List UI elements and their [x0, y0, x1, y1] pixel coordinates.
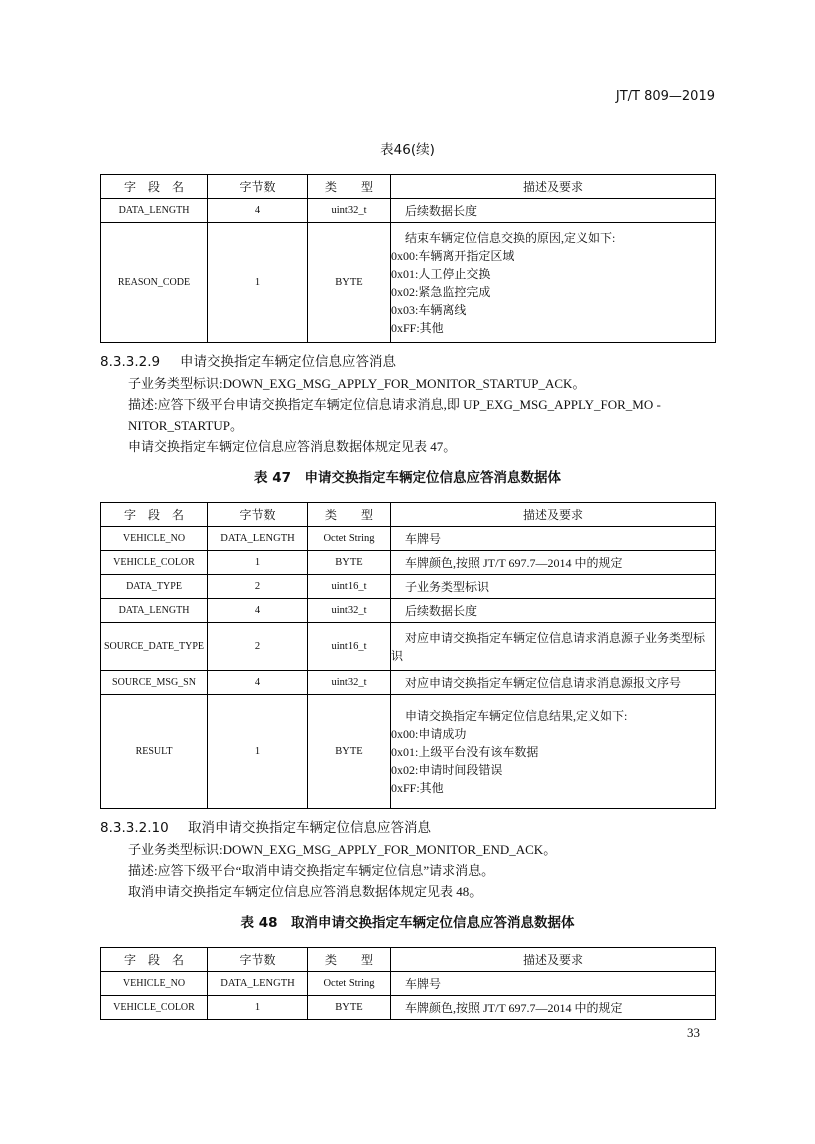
cell-field-name: VEHICLE_NO — [101, 527, 208, 551]
table-row — [101, 551, 716, 575]
sub-business-type-line: 子业务类型标识:DOWN_EXG_MSG_APPLY_FOR_MONITOR_END_ACK。 — [128, 842, 557, 857]
cell-field-name: SOURCE_MSG_SN — [101, 671, 208, 695]
section-number: 8.3.3.2.10 — [100, 820, 169, 836]
column-header-description: 描述及要求 — [391, 503, 716, 527]
table-46 — [100, 174, 716, 343]
cell-data-type: uint16_t — [308, 575, 391, 599]
sub-business-type-line: 子业务类型标识:DOWN_EXG_MSG_APPLY_FOR_MONITOR_STARTUP_ACK。 — [128, 376, 586, 391]
section-title: 取消申请交换指定车辆定位信息应答消息 — [188, 820, 431, 836]
cell-description — [391, 996, 716, 1020]
table-header-row — [101, 948, 716, 972]
table-row — [101, 223, 716, 343]
description-line: 申请交换指定车辆定位信息结果,定义如下: — [405, 708, 628, 723]
cell-data-type: uint16_t — [308, 623, 391, 671]
column-header-field: 字 段 名 — [101, 503, 208, 527]
cell-description — [391, 972, 716, 996]
cell-byte-count: 1 — [208, 695, 308, 809]
description-line: 0x03:车辆离线 — [391, 302, 467, 317]
cell-description — [391, 671, 716, 695]
description-line: 0x00:申请成功 — [391, 726, 467, 741]
table-47-caption: 表 47 申请交换指定车辆定位信息应答消息数据体 — [254, 470, 561, 486]
cell-byte-count: 1 — [208, 223, 308, 343]
description-line: 0xFF:其他 — [391, 780, 444, 795]
description-line: 0xFF:其他 — [391, 320, 444, 335]
description-paragraph-continuation: NITOR_STARTUP。 — [128, 418, 243, 433]
cell-field-name: REASON_CODE — [101, 223, 208, 343]
cell-byte-count: 4 — [208, 599, 308, 623]
cell-field-name: VEHICLE_COLOR — [101, 551, 208, 575]
table-46-caption: 表46(续) — [380, 142, 435, 158]
column-header-bytes: 字节数 — [208, 503, 308, 527]
cell-byte-count: DATA_LENGTH — [208, 527, 308, 551]
cell-byte-count: 4 — [208, 199, 308, 223]
cell-data-type: BYTE — [308, 551, 391, 575]
cell-description — [391, 223, 716, 343]
table-row — [101, 575, 716, 599]
page-number: 33 — [687, 1025, 700, 1040]
table-row — [101, 695, 716, 809]
description-line: 对应申请交换指定车辆定位信息请求消息源子业务类型标识 — [391, 630, 706, 663]
description-line: 0x01:人工停止交换 — [391, 266, 491, 281]
column-header-type: 类 型 — [308, 948, 391, 972]
cell-description — [391, 623, 716, 671]
table-row — [101, 623, 716, 671]
cell-description — [391, 199, 716, 223]
description-line: 0x02:紧急监控完成 — [391, 284, 491, 299]
standard-code: JT/T 809—2019 — [615, 89, 715, 104]
section-heading — [100, 818, 715, 839]
section-number: 8.3.3.2.9 — [100, 354, 161, 370]
cell-byte-count: 1 — [208, 996, 308, 1020]
description-paragraph-line: 描述:应答下级平台申请交换指定车辆定位信息请求消息,即 UP_EXG_MSG_APPLY_FOR_MO - — [128, 397, 661, 412]
table-header-row — [101, 175, 716, 199]
description-line: 结束车辆定位信息交换的原因,定义如下: — [405, 230, 616, 245]
section-8-3-3-2-10 — [100, 818, 715, 902]
cell-description — [391, 695, 716, 809]
cell-field-name: DATA_LENGTH — [101, 199, 208, 223]
description-line: 车牌颜色,按照 JT/T 697.7—2014 中的规定 — [405, 1000, 623, 1015]
table-row — [101, 972, 716, 996]
column-header-field: 字 段 名 — [101, 948, 208, 972]
cell-field-name: DATA_LENGTH — [101, 599, 208, 623]
table-row — [101, 527, 716, 551]
description-line: 对应申请交换指定车辆定位信息请求消息源报文序号 — [405, 675, 682, 690]
description-line: 0x00:车辆离开指定区域 — [391, 248, 515, 263]
cell-data-type: uint32_t — [308, 671, 391, 695]
section-title: 申请交换指定车辆定位信息应答消息 — [180, 354, 396, 370]
cell-field-name: SOURCE_DATE_TYPE — [101, 623, 208, 671]
cell-description — [391, 575, 716, 599]
cell-byte-count: 2 — [208, 623, 308, 671]
cell-data-type: Octet String — [308, 527, 391, 551]
cell-field-name: VEHICLE_NO — [101, 972, 208, 996]
description-line: 子业务类型标识 — [405, 579, 490, 594]
cell-byte-count: 1 — [208, 551, 308, 575]
description-paragraph-line: 描述:应答下级平台“取消申请交换指定车辆定位信息”请求消息。 — [128, 863, 495, 878]
description-line: 后续数据长度 — [405, 603, 478, 618]
table-row — [101, 199, 716, 223]
cell-field-name: RESULT — [101, 695, 208, 809]
cell-data-type: Octet String — [308, 972, 391, 996]
cell-description — [391, 599, 716, 623]
column-header-description: 描述及要求 — [391, 175, 716, 199]
cell-data-type: BYTE — [308, 996, 391, 1020]
cell-byte-count: DATA_LENGTH — [208, 972, 308, 996]
table-row — [101, 599, 716, 623]
table-row — [101, 996, 716, 1020]
cell-description — [391, 551, 716, 575]
table-reference-line: 取消申请交换指定车辆定位信息应答消息数据体规定见表 48。 — [128, 884, 483, 899]
table-row — [101, 671, 716, 695]
column-header-bytes: 字节数 — [208, 175, 308, 199]
column-header-type: 类 型 — [308, 503, 391, 527]
description-line: 车牌颜色,按照 JT/T 697.7—2014 中的规定 — [405, 555, 623, 570]
cell-field-name: VEHICLE_COLOR — [101, 996, 208, 1020]
column-header-bytes: 字节数 — [208, 948, 308, 972]
section-heading — [100, 352, 715, 373]
cell-byte-count: 4 — [208, 671, 308, 695]
cell-data-type: BYTE — [308, 695, 391, 809]
cell-byte-count: 2 — [208, 575, 308, 599]
table-48-caption: 表 48 取消申请交换指定车辆定位信息应答消息数据体 — [240, 915, 575, 931]
column-header-description: 描述及要求 — [391, 948, 716, 972]
description-line: 车牌号 — [405, 531, 442, 546]
table-48 — [100, 947, 716, 1020]
cell-data-type: BYTE — [308, 223, 391, 343]
cell-field-name: DATA_TYPE — [101, 575, 208, 599]
column-header-type: 类 型 — [308, 175, 391, 199]
section-8-3-3-2-9 — [100, 352, 715, 457]
column-header-field: 字 段 名 — [101, 175, 208, 199]
description-line: 0x02:申请时间段错误 — [391, 762, 503, 777]
cell-description — [391, 527, 716, 551]
description-line: 车牌号 — [405, 976, 442, 991]
table-header-row — [101, 503, 716, 527]
table-47 — [100, 502, 716, 809]
description-line: 0x01:上级平台没有该车数据 — [391, 744, 539, 759]
table-reference-line: 申请交换指定车辆定位信息应答消息数据体规定见表 47。 — [128, 439, 457, 454]
cell-data-type: uint32_t — [308, 599, 391, 623]
cell-data-type: uint32_t — [308, 199, 391, 223]
description-line: 后续数据长度 — [405, 203, 478, 218]
